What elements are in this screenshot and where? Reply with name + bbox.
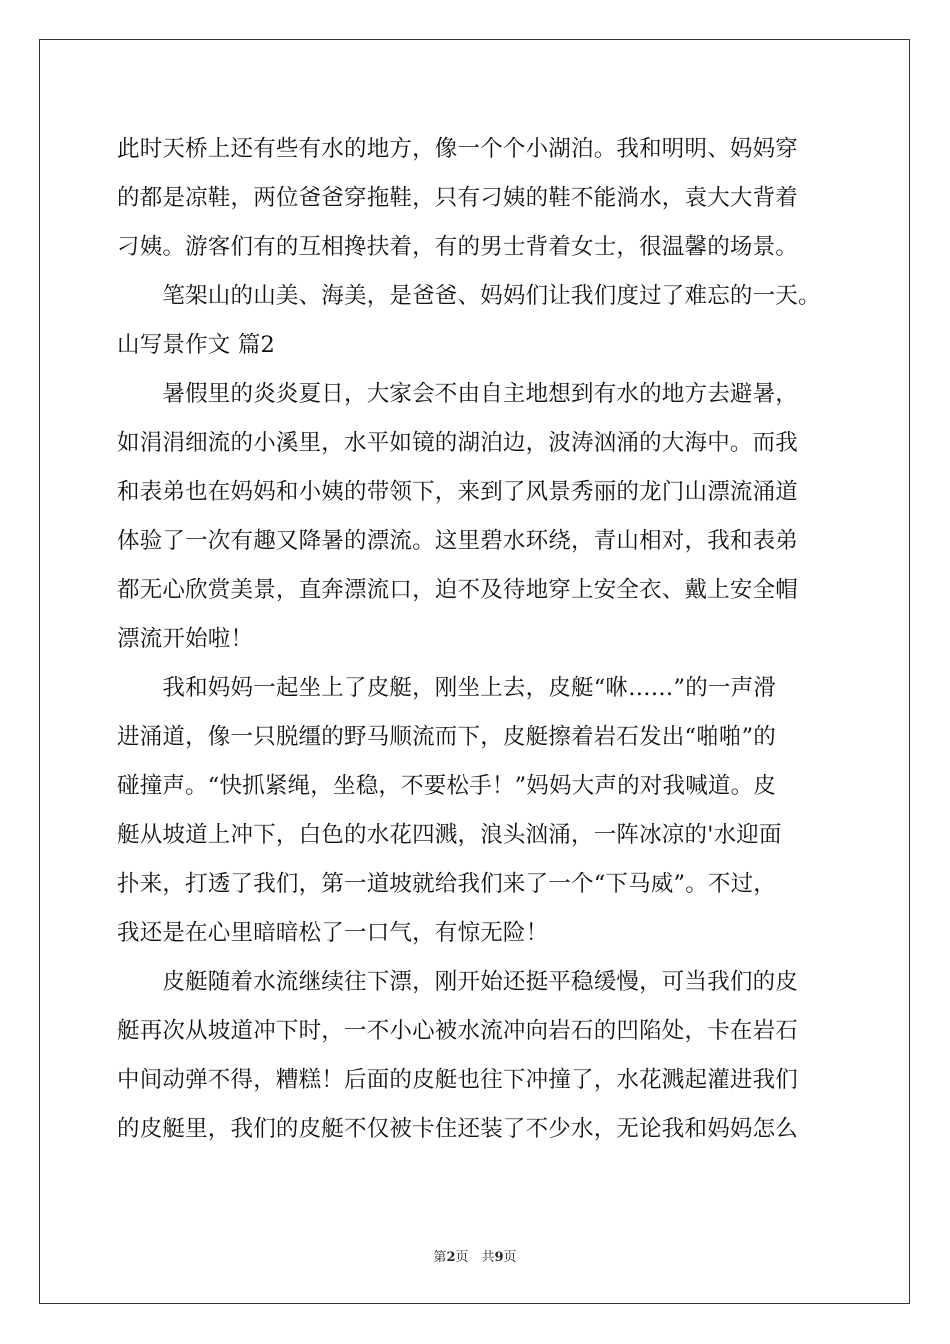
text-line: 此时天桥上还有些有水的地方，像一个个小湖泊。我和明明、妈妈穿 [117, 136, 799, 162]
text-line: 艇从坡道上冲下，白色的水花四溅，浪头汹涌，一阵冰凉的'水迎面 [117, 822, 782, 848]
text-line: 刁姨。游客们有的互相搀扶着，有的男士背着女士，很温馨的场景。 [117, 234, 799, 260]
document-body [117, 125, 837, 1154]
text-line: 我和妈妈一起坐上了皮艇，刚坐上去，皮艇“咻……”的一声滑 [117, 675, 777, 701]
text-line: 暑假里的炎炎夏日，大家会不由自主地想到有水的地方去避暑， [117, 381, 799, 407]
text-line: 进涌道，像一只脱缰的野马顺流而下，皮艇擦着岩石发出“啪啪”的 [117, 724, 777, 750]
page-total: 9 [494, 1250, 504, 1265]
text-line: 扑来，打透了我们，第一道坡就给我们来了一个“下马威”。不过， [117, 871, 777, 897]
text-line: 碰撞声。“快抓紧绳，坐稳，不要松手！”妈妈大声的对我喊道。皮 [117, 773, 777, 799]
text-line: 的皮艇里，我们的皮艇不仅被卡住还装了不少水，无论我和妈妈怎么 [117, 1116, 799, 1142]
text-line: 都无心欣赏美景，直奔漂流口，迫不及待地穿上安全衣、戴上安全帽 [117, 577, 799, 603]
page-footer [0, 1246, 950, 1265]
text-line: 体验了一次有趣又降暑的漂流。这里碧水环绕，青山相对，我和表弟 [117, 528, 799, 554]
text-line: 的都是凉鞋，两位爸爸穿拖鞋，只有刁姨的鞋不能淌水，袁大大背着 [117, 185, 799, 211]
text-line: 艇再次从坡道冲下时，一不小心被水流冲向岩石的凹陷处，卡在岩石 [117, 1018, 799, 1044]
page-current: 2 [446, 1250, 456, 1265]
text-line: 漂流开始啦！ [117, 626, 254, 652]
text-line: 笔架山的山美、海美，是爸爸、妈妈们让我们度过了难忘的一天。 [117, 283, 821, 309]
text-line: 我还是在心里暗暗松了一口气，有惊无险！ [117, 920, 549, 946]
text-line: 中间动弹不得，糟糕！后面的皮艇也往下冲撞了，水花溅起灌进我们 [117, 1067, 799, 1093]
text-line: 如涓涓细流的小溪里，水平如镜的湖泊边，波涛汹涌的大海中。而我 [117, 430, 799, 456]
page-prefix: 第 [433, 1250, 447, 1265]
text-line: 皮艇随着水流继续往下漂，刚开始还挺平稳缓慢，可当我们的皮 [117, 969, 799, 995]
section-heading: 山写景作文 篇2 [117, 332, 276, 358]
text-line: 和表弟也在妈妈和小姨的带领下，来到了风景秀丽的龙门山漂流涌道 [117, 479, 799, 505]
page-suffix: 页 [503, 1250, 517, 1265]
page-mid: 页 共 [455, 1250, 495, 1265]
